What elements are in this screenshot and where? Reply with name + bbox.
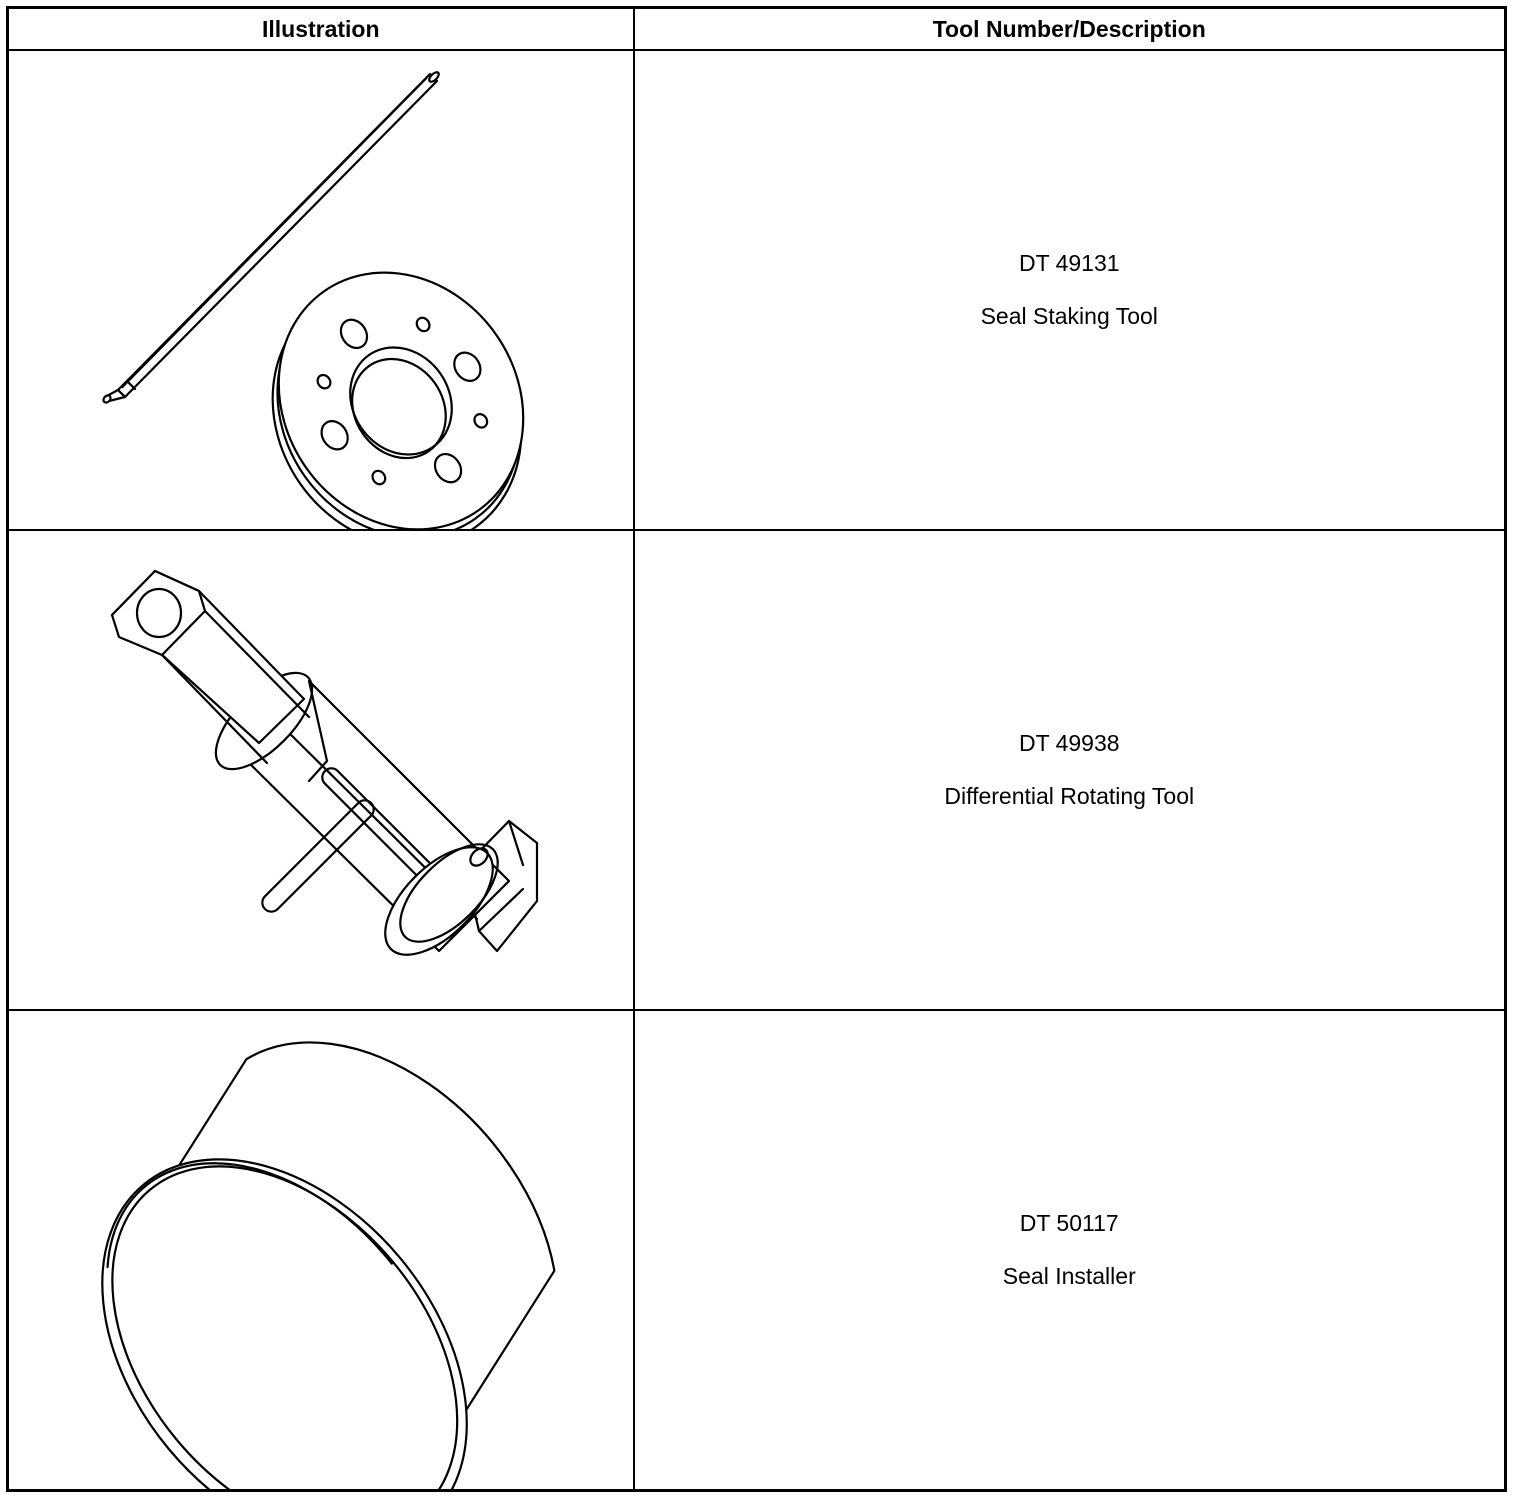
- differential-rotating-tool-icon: [9, 531, 635, 1009]
- rotating-tool-body: [112, 571, 537, 973]
- illustration-header: Illustration: [8, 8, 634, 51]
- header-row: [8, 8, 1506, 51]
- seal-disk: [218, 225, 580, 529]
- illustration-cell: [8, 50, 634, 530]
- special-tools-table: [6, 6, 1507, 1492]
- tool-header: Tool Number/Description: [634, 8, 1506, 51]
- seal-installer-ring: [9, 1011, 635, 1489]
- illustration-cell: [8, 530, 634, 1010]
- tool-description: Seal Installer: [1002, 1263, 1136, 1289]
- tool-number: DT 50117: [1019, 1210, 1119, 1236]
- table-row: [8, 1010, 1506, 1491]
- seal-staking-tool-icon: [9, 51, 635, 529]
- tool-description: Seal Staking Tool: [980, 303, 1158, 329]
- tool-description: Differential Rotating Tool: [944, 783, 1195, 809]
- tool-cell: [634, 50, 1506, 530]
- illustration-cell: [8, 1010, 634, 1491]
- seal-installer-icon: [9, 1011, 635, 1489]
- tool-number: DT 49938: [1018, 730, 1120, 756]
- table-row: [8, 530, 1506, 1010]
- table-row: [8, 50, 1506, 530]
- tool-cell: [634, 1010, 1506, 1491]
- tool-cell: [634, 530, 1506, 1010]
- tool-number: DT 49131: [1018, 250, 1120, 276]
